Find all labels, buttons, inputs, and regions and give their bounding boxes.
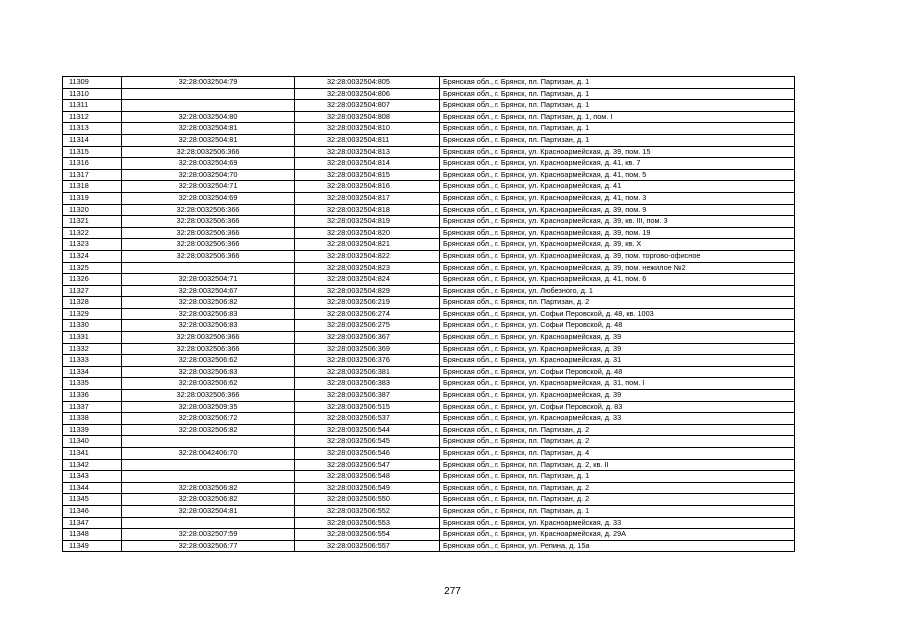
address-cell: Брянская обл., г. Брянск, ул. Софьи Перовской, д. 83 bbox=[440, 401, 795, 413]
cadastral-number-cell: 32:28:0032504:819 bbox=[295, 216, 440, 228]
address-cell: Брянская обл., г. Брянск, пл. Партизан, д. 1 bbox=[440, 123, 795, 135]
parent-cadastral-number-cell bbox=[122, 471, 295, 483]
address-cell: Брянская обл., г. Брянск, пл. Партизан, д. 2 bbox=[440, 297, 795, 309]
table-row bbox=[63, 378, 795, 390]
address-cell: Брянская обл., г. Брянск, ул. Красноармейская, д. 39 bbox=[440, 390, 795, 402]
cadastral-number-cell: 32:28:0032506:274 bbox=[295, 308, 440, 320]
parent-cadastral-number-cell: 32:28:0032506:366 bbox=[122, 216, 295, 228]
address-cell: Брянская обл., г. Брянск, ул. Красноармейская, д. 39 bbox=[440, 343, 795, 355]
table-row bbox=[63, 88, 795, 100]
cadastral-number-cell: 32:28:0032506:376 bbox=[295, 355, 440, 367]
parent-cadastral-number-cell: 32:28:0032506:366 bbox=[122, 204, 295, 216]
row-number-cell: 11347 bbox=[63, 517, 122, 529]
page-number: 277 bbox=[444, 586, 461, 597]
table-row bbox=[63, 239, 795, 251]
address-cell: Брянская обл., г. Брянск, пл. Партизан, д. 1 bbox=[440, 77, 795, 89]
cadastral-number-cell: 32:28:0032506:545 bbox=[295, 436, 440, 448]
table-row bbox=[63, 424, 795, 436]
table-row bbox=[63, 390, 795, 402]
row-number-cell: 11328 bbox=[63, 297, 122, 309]
cadastral-number-cell: 32:28:0032506:387 bbox=[295, 390, 440, 402]
parent-cadastral-number-cell bbox=[122, 262, 295, 274]
row-number-cell: 11330 bbox=[63, 320, 122, 332]
cadastral-number-cell: 32:28:0032504:822 bbox=[295, 250, 440, 262]
cadastral-number-cell: 32:28:0032504:816 bbox=[295, 181, 440, 193]
parent-cadastral-number-cell: 32:28:0042406:70 bbox=[122, 448, 295, 460]
cadastral-number-cell: 32:28:0032506:381 bbox=[295, 366, 440, 378]
cadastral-number-cell: 32:28:0032504:807 bbox=[295, 100, 440, 112]
table-row bbox=[63, 111, 795, 123]
parent-cadastral-number-cell bbox=[122, 459, 295, 471]
cadastral-number-cell: 32:28:0032504:813 bbox=[295, 146, 440, 158]
table-row bbox=[63, 158, 795, 170]
address-cell: Брянская обл., г. Брянск, ул. Красноармейская, д. 41, пом. 5 bbox=[440, 169, 795, 181]
table-row bbox=[63, 517, 795, 529]
row-number-cell: 11337 bbox=[63, 401, 122, 413]
row-number-cell: 11332 bbox=[63, 343, 122, 355]
table-row bbox=[63, 494, 795, 506]
address-cell: Брянская обл., г. Брянск, пл. Партизан, д. 1 bbox=[440, 100, 795, 112]
address-cell: Брянская обл., г. Брянск, пл. Партизан, д. 4 bbox=[440, 448, 795, 460]
table-row bbox=[63, 332, 795, 344]
table-row bbox=[63, 250, 795, 262]
row-number-cell: 11312 bbox=[63, 111, 122, 123]
table-row bbox=[63, 355, 795, 367]
table-row bbox=[63, 320, 795, 332]
parent-cadastral-number-cell: 32:28:0032504:71 bbox=[122, 274, 295, 286]
row-number-cell: 11346 bbox=[63, 505, 122, 517]
row-number-cell: 11309 bbox=[63, 77, 122, 89]
parent-cadastral-number-cell: 32:28:0032509:35 bbox=[122, 401, 295, 413]
parent-cadastral-number-cell: 32:28:0032504:69 bbox=[122, 158, 295, 170]
address-cell: Брянская обл., г. Брянск, пл. Партизан, д. 2 bbox=[440, 436, 795, 448]
row-number-cell: 11310 bbox=[63, 88, 122, 100]
cadastral-number-cell: 32:28:0032506:553 bbox=[295, 517, 440, 529]
table-row bbox=[63, 297, 795, 309]
cadastral-number-cell: 32:28:0032504:808 bbox=[295, 111, 440, 123]
cadastral-number-cell: 32:28:0032506:515 bbox=[295, 401, 440, 413]
cadastral-number-cell: 32:28:0032504:823 bbox=[295, 262, 440, 274]
table-row bbox=[63, 146, 795, 158]
address-cell: Брянская обл., г. Брянск, пл. Партизан, д. 1 bbox=[440, 471, 795, 483]
address-cell: Брянская обл., г. Брянск, ул. Красноармейская, д. 31 bbox=[440, 355, 795, 367]
address-cell: Брянская обл., г. Брянск, пл. Партизан, д. 1 bbox=[440, 505, 795, 517]
row-number-cell: 11327 bbox=[63, 285, 122, 297]
address-cell: Брянская обл., г. Брянск, ул. Красноармейская, д. 39, пом. 19 bbox=[440, 227, 795, 239]
row-number-cell: 11335 bbox=[63, 378, 122, 390]
row-number-cell: 11316 bbox=[63, 158, 122, 170]
cadastral-number-cell: 32:28:0032504:829 bbox=[295, 285, 440, 297]
parent-cadastral-number-cell bbox=[122, 88, 295, 100]
cadastral-number-cell: 32:28:0032506:557 bbox=[295, 540, 440, 552]
address-cell: Брянская обл., г. Брянск, ул. Любезного, д. 1 bbox=[440, 285, 795, 297]
cadastral-number-cell: 32:28:0032504:811 bbox=[295, 134, 440, 146]
cadastral-number-cell: 32:28:0032504:817 bbox=[295, 192, 440, 204]
parent-cadastral-number-cell: 32:28:0032504:81 bbox=[122, 134, 295, 146]
row-number-cell: 11324 bbox=[63, 250, 122, 262]
cadastral-number-cell: 32:28:0032504:806 bbox=[295, 88, 440, 100]
row-number-cell: 11331 bbox=[63, 332, 122, 344]
parent-cadastral-number-cell: 32:28:0032506:83 bbox=[122, 366, 295, 378]
cadastral-number-cell: 32:28:0032506:549 bbox=[295, 482, 440, 494]
cadastral-number-cell: 32:28:0032506:275 bbox=[295, 320, 440, 332]
parent-cadastral-number-cell bbox=[122, 517, 295, 529]
parent-cadastral-number-cell: 32:28:0032506:82 bbox=[122, 494, 295, 506]
parent-cadastral-number-cell: 32:28:0032506:83 bbox=[122, 320, 295, 332]
address-cell: Брянская обл., г. Брянск, ул. Красноармейская, д. 29А bbox=[440, 529, 795, 541]
row-number-cell: 11319 bbox=[63, 192, 122, 204]
address-cell: Брянская обл., г. Брянск, пл. Партизан, д. 2 bbox=[440, 482, 795, 494]
table-row bbox=[63, 285, 795, 297]
row-number-cell: 11314 bbox=[63, 134, 122, 146]
row-number-cell: 11321 bbox=[63, 216, 122, 228]
table-row bbox=[63, 448, 795, 460]
row-number-cell: 11323 bbox=[63, 239, 122, 251]
row-number-cell: 11320 bbox=[63, 204, 122, 216]
row-number-cell: 11326 bbox=[63, 274, 122, 286]
parent-cadastral-number-cell bbox=[122, 436, 295, 448]
address-cell: Брянская обл., г. Брянск, пл. Партизан, д. 2, кв. II bbox=[440, 459, 795, 471]
table-row bbox=[63, 529, 795, 541]
parent-cadastral-number-cell: 32:28:0032506:83 bbox=[122, 308, 295, 320]
cadastral-number-cell: 32:28:0032506:369 bbox=[295, 343, 440, 355]
parent-cadastral-number-cell: 32:28:0032506:77 bbox=[122, 540, 295, 552]
address-cell: Брянская обл., г. Брянск, ул. Красноармейская, д. 41 bbox=[440, 181, 795, 193]
address-cell: Брянская обл., г. Брянск, ул. Красноармейская, д. 39, кв. X bbox=[440, 239, 795, 251]
parent-cadastral-number-cell: 32:28:0032506:366 bbox=[122, 332, 295, 344]
address-cell: Брянская обл., г. Брянск, ул. Софьи Перовской, д. 48 bbox=[440, 320, 795, 332]
table-row bbox=[63, 100, 795, 112]
parent-cadastral-number-cell: 32:28:0032506:366 bbox=[122, 250, 295, 262]
address-cell: Брянская обл., г. Брянск, ул. Красноармейская, д. 39 bbox=[440, 332, 795, 344]
parent-cadastral-number-cell: 32:28:0032504:69 bbox=[122, 192, 295, 204]
row-number-cell: 11322 bbox=[63, 227, 122, 239]
parent-cadastral-number-cell: 32:28:0032506:366 bbox=[122, 146, 295, 158]
cadastral-number-cell: 32:28:0032506:550 bbox=[295, 494, 440, 506]
table-row bbox=[63, 181, 795, 193]
table-row bbox=[63, 505, 795, 517]
address-cell: Брянская обл., г. Брянск, пл. Партизан, д. 1 bbox=[440, 88, 795, 100]
parent-cadastral-number-cell: 32:28:0032504:70 bbox=[122, 169, 295, 181]
address-cell: Брянская обл., г. Брянск, пл. Партизан, д. 2 bbox=[440, 494, 795, 506]
cadastral-number-cell: 32:28:0032504:818 bbox=[295, 204, 440, 216]
cadastral-number-cell: 32:28:0032506:546 bbox=[295, 448, 440, 460]
table-row bbox=[63, 134, 795, 146]
address-cell: Брянская обл., г. Брянск, ул. Софьи Перовской, д. 48 bbox=[440, 366, 795, 378]
address-cell: Брянская обл., г. Брянск, ул. Красноармейская, д. 33 bbox=[440, 517, 795, 529]
cadastral-number-cell: 32:28:0032504:820 bbox=[295, 227, 440, 239]
table-row bbox=[63, 308, 795, 320]
table-row bbox=[63, 123, 795, 135]
cadastral-number-cell: 32:28:0032504:815 bbox=[295, 169, 440, 181]
address-cell: Брянская обл., г. Брянск, ул. Красноармейская, д. 41, пом. 6 bbox=[440, 274, 795, 286]
row-number-cell: 11336 bbox=[63, 390, 122, 402]
address-cell: Брянская обл., г. Брянск, ул. Красноармейская, д. 39, пом. 15 bbox=[440, 146, 795, 158]
address-cell: Брянская обл., г. Брянск, ул. Красноармейская, д. 31, пом. I bbox=[440, 378, 795, 390]
row-number-cell: 11349 bbox=[63, 540, 122, 552]
row-number-cell: 11318 bbox=[63, 181, 122, 193]
cadastral-number-cell: 32:28:0032506:367 bbox=[295, 332, 440, 344]
row-number-cell: 11338 bbox=[63, 413, 122, 425]
row-number-cell: 11339 bbox=[63, 424, 122, 436]
row-number-cell: 11329 bbox=[63, 308, 122, 320]
address-cell: Брянская обл., г. Брянск, ул. Софьи Перовской, д. 48, кв. 1003 bbox=[440, 308, 795, 320]
parent-cadastral-number-cell: 32:28:0032504:79 bbox=[122, 77, 295, 89]
address-cell: Брянская обл., г. Брянск, ул. Красноармейская, д. 41, пом. 3 bbox=[440, 192, 795, 204]
table-row bbox=[63, 216, 795, 228]
cadastral-number-cell: 32:28:0032506:383 bbox=[295, 378, 440, 390]
table-row bbox=[63, 169, 795, 181]
cadastral-number-cell: 32:28:0032506:537 bbox=[295, 413, 440, 425]
parent-cadastral-number-cell: 32:28:0032504:67 bbox=[122, 285, 295, 297]
cadastral-number-cell: 32:28:0032504:821 bbox=[295, 239, 440, 251]
row-number-cell: 11341 bbox=[63, 448, 122, 460]
parent-cadastral-number-cell: 32:28:0032507:59 bbox=[122, 529, 295, 541]
row-number-cell: 11343 bbox=[63, 471, 122, 483]
table-row bbox=[63, 471, 795, 483]
cadastral-number-cell: 32:28:0032506:544 bbox=[295, 424, 440, 436]
table-row bbox=[63, 413, 795, 425]
row-number-cell: 11317 bbox=[63, 169, 122, 181]
table-row bbox=[63, 262, 795, 274]
row-number-cell: 11311 bbox=[63, 100, 122, 112]
row-number-cell: 11345 bbox=[63, 494, 122, 506]
cadastral-number-cell: 32:28:0032504:805 bbox=[295, 77, 440, 89]
parent-cadastral-number-cell: 32:28:0032504:71 bbox=[122, 181, 295, 193]
cadastral-number-cell: 32:28:0032506:554 bbox=[295, 529, 440, 541]
address-cell: Брянская обл., г. Брянск, ул. Красноармейская, д. 33 bbox=[440, 413, 795, 425]
cadastral-number-cell: 32:28:0032504:824 bbox=[295, 274, 440, 286]
table-row bbox=[63, 274, 795, 286]
row-number-cell: 11340 bbox=[63, 436, 122, 448]
address-cell: Брянская обл., г. Брянск, пл. Партизан, д. 1 bbox=[440, 134, 795, 146]
parent-cadastral-number-cell bbox=[122, 100, 295, 112]
table-row bbox=[63, 343, 795, 355]
parent-cadastral-number-cell: 32:28:0032506:82 bbox=[122, 297, 295, 309]
row-number-cell: 11333 bbox=[63, 355, 122, 367]
address-cell: Брянская обл., г. Брянск, ул. Красноармейская, д. 39, кв. III, пом. 3 bbox=[440, 216, 795, 228]
table-row bbox=[63, 227, 795, 239]
table-row bbox=[63, 204, 795, 216]
parent-cadastral-number-cell: 32:28:0032506:82 bbox=[122, 424, 295, 436]
parent-cadastral-number-cell: 32:28:0032504:81 bbox=[122, 505, 295, 517]
parent-cadastral-number-cell: 32:28:0032506:62 bbox=[122, 378, 295, 390]
row-number-cell: 11325 bbox=[63, 262, 122, 274]
parent-cadastral-number-cell: 32:28:0032506:366 bbox=[122, 343, 295, 355]
address-cell: Брянская обл., г. Брянск, ул. Красноармейская, д. 39, пом. нежилое №2 bbox=[440, 262, 795, 274]
table-body bbox=[63, 77, 795, 552]
table-row bbox=[63, 401, 795, 413]
parent-cadastral-number-cell: 32:28:0032504:81 bbox=[122, 123, 295, 135]
row-number-cell: 11315 bbox=[63, 146, 122, 158]
table-row bbox=[63, 77, 795, 89]
address-cell: Брянская обл., г. Брянск, пл. Партизан, д. 1, пом. I bbox=[440, 111, 795, 123]
address-cell: Брянская обл., г. Брянск, ул. Красноармейская, д. 39, пом. торгово-офисное bbox=[440, 250, 795, 262]
cadastral-number-cell: 32:28:0032506:219 bbox=[295, 297, 440, 309]
address-cell: Брянская обл., г. Брянск, ул. Красноармейская, д. 39, пом. 9 bbox=[440, 204, 795, 216]
cadastral-table bbox=[62, 76, 795, 552]
address-cell: Брянская обл., г. Брянск, ул. Красноармейская, д. 41, кв. 7 bbox=[440, 158, 795, 170]
cadastral-number-cell: 32:28:0032506:548 bbox=[295, 471, 440, 483]
parent-cadastral-number-cell: 32:28:0032506:82 bbox=[122, 482, 295, 494]
address-cell: Брянская обл., г. Брянск, пл. Партизан, д. 2 bbox=[440, 424, 795, 436]
table-row bbox=[63, 482, 795, 494]
row-number-cell: 11348 bbox=[63, 529, 122, 541]
cadastral-number-cell: 32:28:0032504:810 bbox=[295, 123, 440, 135]
address-cell: Брянская обл., г. Брянск, ул. Репина, д. 15а bbox=[440, 540, 795, 552]
table-row bbox=[63, 192, 795, 204]
parent-cadastral-number-cell: 32:28:0032506:366 bbox=[122, 239, 295, 251]
parent-cadastral-number-cell: 32:28:0032506:366 bbox=[122, 227, 295, 239]
parent-cadastral-number-cell: 32:28:0032504:80 bbox=[122, 111, 295, 123]
table-row bbox=[63, 459, 795, 471]
table-row bbox=[63, 366, 795, 378]
parent-cadastral-number-cell: 32:28:0032506:72 bbox=[122, 413, 295, 425]
row-number-cell: 11342 bbox=[63, 459, 122, 471]
table-row bbox=[63, 436, 795, 448]
table-row bbox=[63, 540, 795, 552]
row-number-cell: 11334 bbox=[63, 366, 122, 378]
cadastral-number-cell: 32:28:0032506:547 bbox=[295, 459, 440, 471]
parent-cadastral-number-cell: 32:28:0032506:62 bbox=[122, 355, 295, 367]
cadastral-number-cell: 32:28:0032506:552 bbox=[295, 505, 440, 517]
parent-cadastral-number-cell: 32:28:0032506:366 bbox=[122, 390, 295, 402]
cadastral-number-cell: 32:28:0032504:814 bbox=[295, 158, 440, 170]
row-number-cell: 11344 bbox=[63, 482, 122, 494]
row-number-cell: 11313 bbox=[63, 123, 122, 135]
